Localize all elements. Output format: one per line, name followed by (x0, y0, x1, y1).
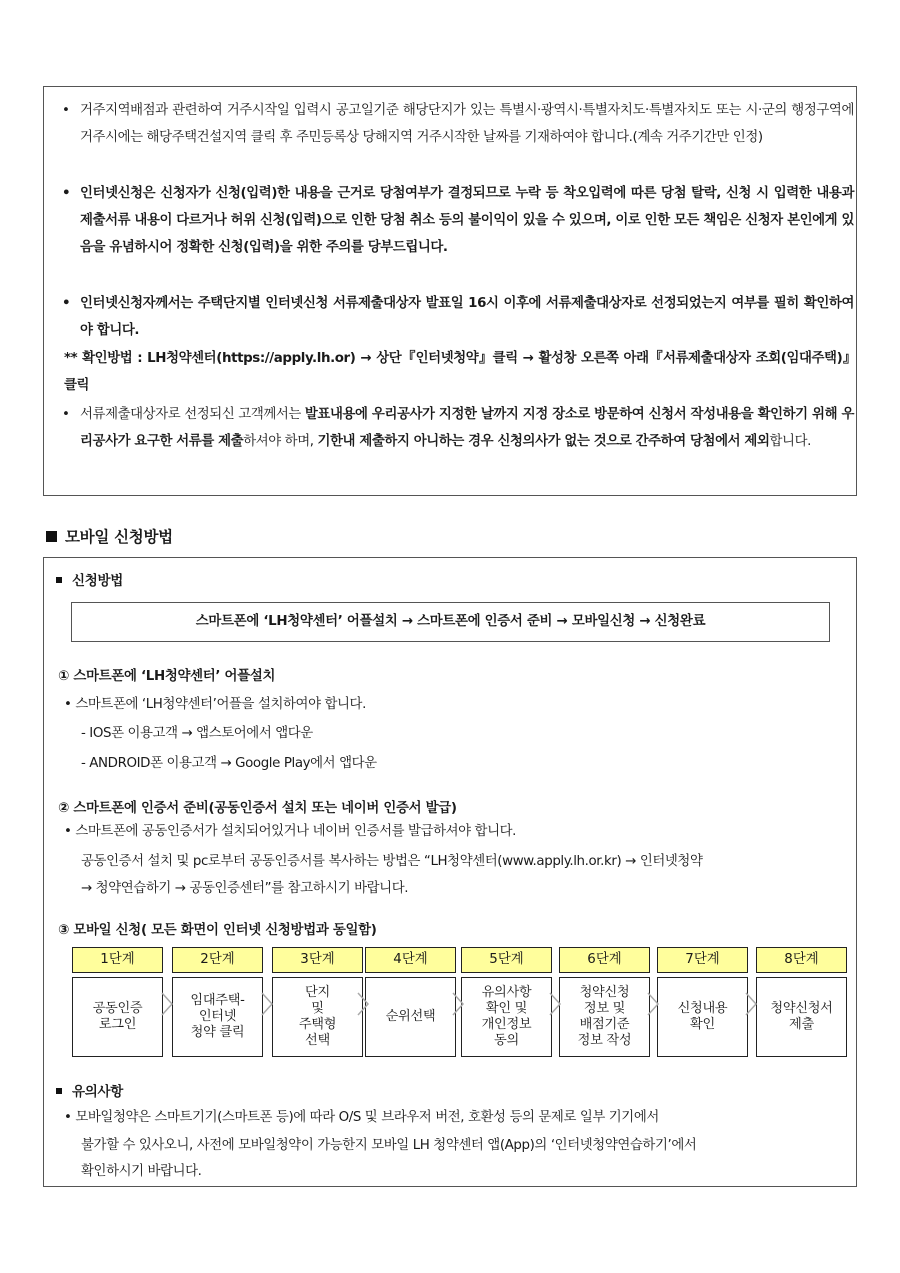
chevron-right-icon (451, 991, 465, 1017)
step-6 (559, 947, 650, 1057)
step-label: 7단계 (657, 947, 748, 973)
step-description: 유의사항 확인 및 개인정보 동의 (461, 977, 552, 1057)
step-1 (72, 947, 163, 1057)
step-2 (172, 947, 263, 1057)
chevron-right-icon (744, 991, 758, 1017)
caution-line-2: 불가할 수 있사오니, 사전에 모바일청약이 가능한지 모바일 LH 청약센터 앱(App)의 ‘인터넷청약연습하기’에서 (81, 1138, 697, 1153)
chevron-right-icon (548, 991, 562, 1017)
step-label: 2단계 (172, 947, 263, 973)
step-label: 8단계 (756, 947, 847, 973)
step-5 (461, 947, 552, 1057)
notice-paragraph-3: • 인터넷신청자께서는 주택단지별 인터넷신청 서류제출대상자 발표일 16시 이후에 서류제출대상자로 선정되었는지 여부를 필히 확인하여야 합니다. (62, 296, 854, 338)
caution-line-3: 확인하시기 바랍니다. (81, 1164, 202, 1179)
step2-line-1: • 스마트폰에 공동인증서가 설치되어있거나 네이버 인증서를 발급하셔야 합니다. (64, 824, 517, 839)
step-description: 임대주택- 인터넷 청약 클릭 (172, 977, 263, 1057)
step-8 (756, 947, 847, 1057)
step2-line-3: → 청약연습하기 → 공동인증센터”를 참고하시기 바랍니다. (81, 881, 409, 896)
step-label: 3단계 (272, 947, 363, 973)
caution-heading: 유의사항 (56, 1080, 123, 1100)
step-description: 청약신청 정보 및 배점기준 정보 작성 (559, 977, 650, 1057)
step-4 (365, 947, 456, 1057)
step-3 (272, 947, 363, 1057)
chevron-right-icon (646, 991, 660, 1017)
notice-paragraph-5: • 서류제출대상자로 선정되신 고객께서는 발표내용에 우리공사가 지정한 날까지 지정 장소로 방문하여 신청서 작성내용을 확인하기 위해 우리공사가 요구한 서류를 제출하셔야 하며, 기한내 제출하지 아니하는 경우 신청의사가 없는 것으로 간주하여 당첨에서 제외합니다. (62, 407, 854, 449)
caution-line-1: • 모바일청약은 스마트기기(스마트폰 등)에 따라 O/S 및 브라우저 버전, 호환성 등의 문제로 일부 기기에서 (64, 1110, 659, 1125)
chevron-right-icon (260, 991, 274, 1017)
notice-paragraph-1: • 거주지역배점과 관련하여 거주시작일 입력시 공고일기준 해당단지가 있는 특별시·광역시·특별자치도·특별자치도 또는 시·군의 행정구역에 거주시에는 해당주택건설지역 클릭 후 주민등록상 당해지역 거주시작한 날짜를 기재하여야 합니다.(계속 거주기간만 인정) (62, 103, 854, 145)
step-description: 공동인증 로그인 (72, 977, 163, 1057)
step-label: 1단계 (72, 947, 163, 973)
mobile-box (43, 557, 857, 1187)
step-label: 5단계 (461, 947, 552, 973)
step3-heading: ③ 모바일 신청( 모든 화면이 인터넷 신청방법과 동일함) (58, 923, 377, 938)
step-label: 4단계 (365, 947, 456, 973)
notice-paragraph-2: • 인터넷신청은 신청자가 신청(입력)한 내용을 근거로 당첨여부가 결정되므로 누락 등 착오입력에 따른 당첨 탈락, 신청 시 입력한 내용과 제출서류 내용이 다르거나 허위 신청(입력)으로 인한 당첨 취소 등의 불이익이 있을 수 있으며, 이로 인한 모든 책임은 신청자 본인에게 있음을 유념하시어 정확한 신청(입력)을 위한 주의를 당부드립니다. (62, 186, 855, 255)
small-square-bullet-icon (56, 577, 62, 583)
step-description: 신청내용 확인 (657, 977, 748, 1057)
step2-heading: ② 스마트폰에 인증서 준비(공동인증서 설치 또는 네이버 인증서 발급) (58, 801, 457, 816)
square-bullet-icon (46, 531, 57, 542)
chevron-right-icon (160, 991, 174, 1017)
step-7 (657, 947, 748, 1057)
step-description: 순위선택 (365, 977, 456, 1057)
step-description: 청약신청서 제출 (756, 977, 847, 1057)
method-heading: 신청방법 (56, 569, 123, 589)
step1-line-3: - ANDROID폰 이용고객 → Google Play에서 앱다운 (81, 756, 377, 771)
flow-summary: 스마트폰에 ‘LH청약센터’ 어플설치 → 스마트폰에 인증서 준비 → 모바일신청 → 신청완료 (71, 602, 830, 642)
small-square-bullet-icon (56, 1088, 62, 1094)
step2-line-2: 공동인증서 설치 및 pc로부터 공동인증서를 복사하는 방법은 “LH청약센터(www.apply.lh.or.kr) → 인터넷청약 (81, 854, 703, 869)
chevron-right-icon (356, 991, 370, 1017)
step1-heading: ① 스마트폰에 ‘LH청약센터’ 어플설치 (58, 669, 276, 684)
step-label: 6단계 (559, 947, 650, 973)
step-description: 단지 및 주택형 선택 (272, 977, 363, 1057)
step1-line-2: - IOS폰 이용고객 → 앱스토어에서 앱다운 (81, 726, 313, 741)
notice-check-method: ** 확인방법 : LH청약센터(https://apply.lh.or) → 상단『인터넷청약』클릭 → 활성창 오른쪽 아래『서류제출대상자 조회(임대주택)』클릭 (64, 351, 856, 393)
section-title-mobile: 모바일 신청방법 (46, 525, 173, 547)
step1-line-1: • 스마트폰에 ‘LH청약센터’어플을 설치하여야 합니다. (64, 697, 366, 712)
